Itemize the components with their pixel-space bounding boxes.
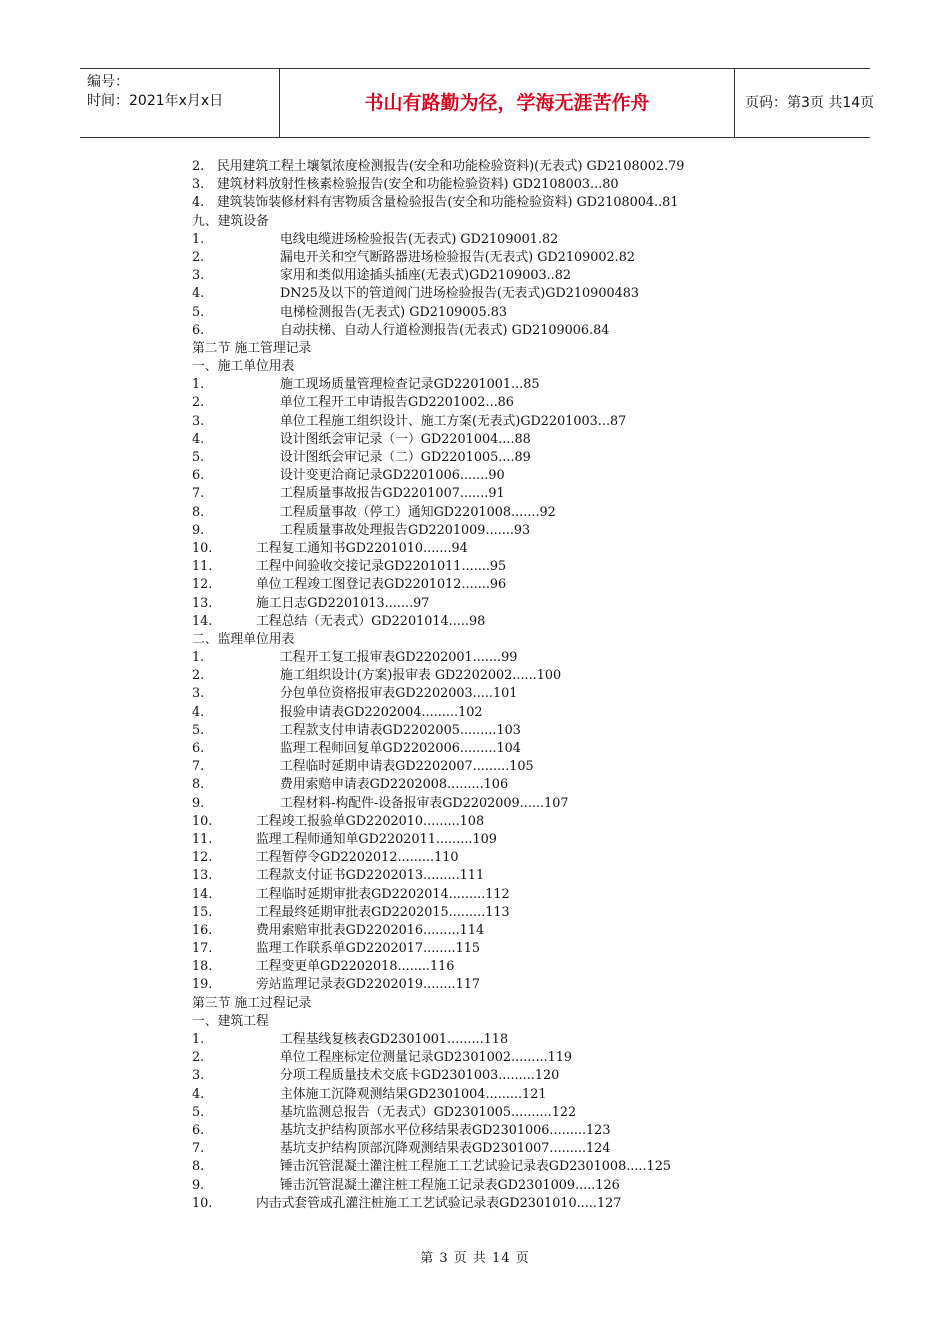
toc-entry bbox=[192, 722, 812, 740]
toc-entry bbox=[192, 1049, 812, 1067]
toc-entry-text: 工程质量事故报告GD2201007.......91 bbox=[280, 486, 505, 502]
toc-entry-text: 工程暂停令GD2202012.........110 bbox=[256, 850, 459, 866]
toc-entry bbox=[192, 285, 812, 303]
toc-entry-number: 18. bbox=[192, 959, 213, 975]
toc-entry-number: 3. bbox=[192, 1068, 205, 1084]
toc-entry-number: 6. bbox=[192, 1122, 205, 1138]
toc-entry-text: 单位工程施工组织设计、施工方案(无表式)GD2201003...87 bbox=[280, 413, 627, 429]
code-label: 编号： bbox=[87, 74, 129, 90]
toc-entry-number: 8. bbox=[192, 504, 205, 520]
toc-entry-number: 14. bbox=[192, 613, 213, 629]
toc-entry bbox=[192, 922, 812, 940]
toc-entry-text: 工程临时延期审批表GD2202014.........112 bbox=[256, 886, 510, 902]
toc-entry-number: 11. bbox=[192, 559, 213, 575]
toc-entry-number: 4. bbox=[192, 431, 205, 447]
toc-entry-number: 5. bbox=[192, 304, 205, 320]
toc-entry-number: 8. bbox=[192, 1159, 205, 1175]
toc-entry-text: 施工日志GD2201013.......97 bbox=[256, 595, 430, 611]
toc-entry bbox=[192, 613, 812, 631]
toc-entry-text: 工程临时延期申请表GD2202007.........105 bbox=[280, 759, 534, 775]
toc-entry-text: 工程开工复工报审表GD2202001.......99 bbox=[280, 650, 518, 666]
toc-entry-number: 10. bbox=[192, 813, 213, 829]
toc-entry bbox=[192, 1177, 812, 1195]
toc-entry-text: 内击式套管成孔灌注桩施工工艺试验记录表GD2301010.....127 bbox=[256, 1195, 622, 1211]
toc-entry bbox=[192, 522, 812, 540]
toc-entry bbox=[192, 758, 812, 776]
toc-entry bbox=[192, 1104, 812, 1122]
toc-entry bbox=[192, 904, 812, 922]
toc-entry-text: 工程最终延期审批表GD2202015.........113 bbox=[256, 904, 510, 920]
toc-entry-number: 4. bbox=[192, 195, 205, 211]
toc-entry-text: 锤击沉管混凝土灌注桩工程施工工艺试验记录表GD2301008.....125 bbox=[280, 1159, 671, 1175]
toc-entry bbox=[192, 1031, 812, 1049]
toc-entry bbox=[192, 704, 812, 722]
toc-entry bbox=[192, 158, 812, 176]
toc-entry-number: 9. bbox=[192, 795, 205, 811]
toc-heading-text: 一、建筑工程 bbox=[192, 1013, 269, 1029]
toc-entry-text: 单位工程座标定位测量记录GD2301002.........119 bbox=[280, 1050, 573, 1066]
toc-heading-text: 一、施工单位用表 bbox=[192, 359, 295, 375]
toc-entry bbox=[192, 540, 812, 558]
toc-entry bbox=[192, 413, 812, 431]
toc-entry-text: 费用索赔审批表GD2202016.........114 bbox=[256, 922, 485, 938]
toc-entry bbox=[192, 867, 812, 885]
toc-entry-number: 1. bbox=[192, 1032, 205, 1047]
toc-entry-number: 7. bbox=[192, 1141, 205, 1157]
toc-entry bbox=[192, 176, 812, 194]
toc-entry bbox=[192, 322, 812, 340]
toc-entry-number: 1. bbox=[192, 377, 205, 393]
toc-entry-number: 3. bbox=[192, 177, 205, 193]
toc-entry-number: 15. bbox=[192, 904, 213, 920]
toc-heading bbox=[192, 1013, 812, 1031]
toc-entry-text: 单位工程开工申请报告GD2201002...86 bbox=[280, 395, 514, 411]
toc-entry-number: 12. bbox=[192, 577, 213, 593]
toc-entry-text: 设计变更洽商记录GD2201006.......90 bbox=[280, 468, 505, 484]
toc-entry bbox=[192, 667, 812, 685]
toc-entry-text: 电梯检测报告(无表式) GD2109005.83 bbox=[280, 304, 508, 320]
toc-entry bbox=[192, 595, 812, 613]
toc-entry-text: 工程复工通知书GD2201010.......94 bbox=[256, 540, 468, 556]
toc-entry bbox=[192, 776, 812, 794]
toc-entry-number: 1. bbox=[192, 650, 205, 666]
toc-entry-number: 1. bbox=[192, 231, 205, 247]
toc-entry bbox=[192, 249, 812, 267]
toc-entry-number: 3. bbox=[192, 413, 205, 429]
toc-entry bbox=[192, 485, 812, 503]
toc-heading-text: 第三节 施工过程记录 bbox=[192, 995, 312, 1011]
toc-entry-number: 2. bbox=[192, 1050, 205, 1066]
toc-entry-text: 工程款支付申请表GD2202005.........103 bbox=[280, 722, 521, 738]
toc-entry bbox=[192, 685, 812, 703]
toc-entry-number: 7. bbox=[192, 759, 205, 775]
toc-entry bbox=[192, 831, 812, 849]
time-label: 时间：2021年x月x日 bbox=[87, 93, 224, 109]
toc-entry-number: 9. bbox=[192, 522, 205, 538]
toc-entry-number: 3. bbox=[192, 686, 205, 702]
toc-entry bbox=[192, 304, 812, 322]
toc-entry-number: 2. bbox=[192, 668, 205, 684]
toc-heading bbox=[192, 358, 812, 376]
header-page-label: 页码：第3页 共14页 bbox=[745, 95, 875, 111]
toc-entry bbox=[192, 849, 812, 867]
toc-entry bbox=[192, 194, 812, 212]
toc-entry-number: 4. bbox=[192, 286, 205, 302]
toc-entry-text: 监理工程师回复单GD2202006.........104 bbox=[280, 741, 521, 756]
toc-entry bbox=[192, 740, 812, 758]
page-footer: 第 3 页 共 14 页 bbox=[420, 1251, 530, 1266]
toc-entry bbox=[192, 449, 812, 467]
toc-entry-text: 基坑监测总报告（无表式）GD2301005..........122 bbox=[280, 1104, 577, 1120]
toc-entry bbox=[192, 1086, 812, 1104]
toc-heading bbox=[192, 213, 812, 231]
toc-entry bbox=[192, 976, 812, 994]
toc-entry-number: 2. bbox=[192, 249, 205, 265]
toc-heading bbox=[192, 631, 812, 649]
toc-entry-text: DN25及以下的管道阀门进场检验报告(无表式)GD210900483 bbox=[280, 286, 640, 302]
toc-entry bbox=[192, 576, 812, 594]
toc-entry-text: 旁站监理记录表GD2202019........117 bbox=[256, 977, 481, 993]
toc-entry bbox=[192, 1140, 812, 1158]
toc-entry-number: 6. bbox=[192, 322, 205, 338]
toc-entry-text: 工程质量事故处理报告GD2201009.......93 bbox=[280, 522, 531, 538]
toc-entry-text: 工程变更单GD2202018........116 bbox=[256, 959, 455, 975]
toc-entry-text: 主体施工沉降观测结果GD2301004.........121 bbox=[280, 1086, 547, 1102]
toc-entry bbox=[192, 267, 812, 285]
toc-entry-text: 分项工程质量技术交底卡GD2301003.........120 bbox=[280, 1068, 560, 1084]
toc-entry-number: 14. bbox=[192, 886, 213, 902]
toc-entry-text: 工程基线复核表GD2301001.........118 bbox=[280, 1032, 509, 1047]
toc-entry-text: 费用索赔申请表GD2202008.........106 bbox=[280, 777, 509, 793]
toc-entry-number: 13. bbox=[192, 868, 213, 884]
toc-entry-text: 锤击沉管混凝土灌注桩工程施工记录表GD2301009.....126 bbox=[280, 1177, 620, 1193]
toc-entry bbox=[192, 467, 812, 485]
header-meta bbox=[80, 69, 280, 137]
toc-entry-text: 报验申请表GD2202004.........102 bbox=[280, 704, 483, 720]
toc-entry-text: 基坑支护结构顶部水平位移结果表GD2301006.........123 bbox=[280, 1122, 611, 1138]
toc-entry-number: 12. bbox=[192, 850, 213, 866]
toc-entry bbox=[192, 813, 812, 831]
toc-entry-number: 19. bbox=[192, 977, 213, 993]
toc-entry-text: 施工组织设计(方案)报审表 GD2202002......100 bbox=[280, 668, 562, 684]
toc-entry-number: 11. bbox=[192, 831, 213, 847]
toc-entry-text: 监理工程师通知单GD2202011.........109 bbox=[256, 831, 497, 847]
toc-entry-number: 2. bbox=[192, 395, 205, 411]
toc-entry-text: 工程款支付证书GD2202013.........111 bbox=[256, 868, 485, 884]
toc-heading bbox=[192, 340, 812, 358]
toc-entry bbox=[192, 1195, 812, 1213]
toc-entry-number: 4. bbox=[192, 1086, 205, 1102]
toc-entry bbox=[192, 958, 812, 976]
toc-entry-text: 工程中间验收交接记录GD2201011.......95 bbox=[256, 559, 507, 575]
toc-entry bbox=[192, 1122, 812, 1140]
toc-list bbox=[192, 158, 812, 1213]
toc-entry bbox=[192, 1067, 812, 1085]
toc-entry-number: 17. bbox=[192, 941, 213, 957]
header-motto: 书山有路勤为径，学海无涯苦作舟 bbox=[280, 69, 735, 137]
toc-entry bbox=[192, 504, 812, 522]
toc-entry bbox=[192, 231, 812, 249]
toc-entry-text: 工程材料-构配件-设备报审表GD2202009......107 bbox=[280, 795, 569, 811]
toc-entry-text: 基坑支护结构顶部沉降观测结果表GD2301007.........124 bbox=[280, 1141, 611, 1157]
toc-entry-text: 设计图纸会审记录（一）GD2201004....88 bbox=[280, 431, 531, 447]
toc-entry bbox=[192, 795, 812, 813]
toc-entry-text: 工程总结（无表式）GD2201014.....98 bbox=[256, 613, 486, 629]
toc-entry-text: 建筑装饰装修材料有害物质含量检验报告(安全和功能检验资料) GD2108004..81 bbox=[217, 195, 679, 211]
toc-heading-text: 第二节 施工管理记录 bbox=[192, 340, 312, 356]
toc-entry-text: 建筑材料放射性核素检验报告(安全和功能检验资料) GD2108003...80 bbox=[217, 177, 619, 193]
toc-entry-text: 自动扶梯、自动人行道检测报告(无表式) GD2109006.84 bbox=[280, 322, 610, 338]
toc-entry-text: 分包单位资格报审表GD2202003.....101 bbox=[280, 686, 518, 702]
toc-entry bbox=[192, 1158, 812, 1176]
toc-entry-number: 16. bbox=[192, 922, 213, 938]
toc-entry-number: 10. bbox=[192, 540, 213, 556]
toc-entry-number: 3. bbox=[192, 268, 205, 284]
toc-entry-text: 电线电缆进场检验报告(无表式) GD2109001.82 bbox=[280, 231, 559, 247]
toc-entry-number: 6. bbox=[192, 741, 205, 756]
toc-entry bbox=[192, 886, 812, 904]
toc-entry-number: 8. bbox=[192, 777, 205, 793]
toc-entry bbox=[192, 431, 812, 449]
toc-entry-number: 4. bbox=[192, 704, 205, 720]
toc-entry-number: 2. bbox=[192, 159, 205, 174]
toc-heading bbox=[192, 995, 812, 1013]
toc-entry-number: 13. bbox=[192, 595, 213, 611]
toc-entry bbox=[192, 376, 812, 394]
page-header bbox=[80, 68, 875, 138]
toc-heading-text: 九、建筑设备 bbox=[192, 213, 269, 229]
toc-entry-text: 工程质量事故（停工）通知GD2201008.......92 bbox=[280, 504, 556, 520]
toc-entry-number: 9. bbox=[192, 1177, 205, 1193]
toc-entry-number: 5. bbox=[192, 1104, 205, 1120]
toc-entry-number: 5. bbox=[192, 722, 205, 738]
toc-entry-text: 单位工程竣工图登记表GD2201012.......96 bbox=[256, 577, 507, 593]
toc-entry-text: 家用和类似用途插头插座(无表式)GD2109003..82 bbox=[280, 268, 572, 284]
toc-entry-number: 6. bbox=[192, 468, 205, 484]
toc-entry-text: 设计图纸会审记录（二）GD2201005....89 bbox=[280, 450, 531, 465]
toc-entry-number: 7. bbox=[192, 486, 205, 502]
toc-entry-text: 漏电开关和空气断路器进场检验报告(无表式) GD2109002.82 bbox=[280, 249, 636, 265]
toc-entry-text: 工程竣工报验单GD2202010.........108 bbox=[256, 813, 485, 829]
toc-entry-number: 10. bbox=[192, 1195, 213, 1211]
toc-entry bbox=[192, 649, 812, 667]
toc-entry bbox=[192, 558, 812, 576]
toc-heading-text: 二、监理单位用表 bbox=[192, 631, 295, 647]
toc-entry bbox=[192, 940, 812, 958]
toc-entry-text: 施工现场质量管理检查记录GD2201001...85 bbox=[280, 377, 540, 393]
toc-entry-text: 监理工作联系单GD2202017........115 bbox=[256, 941, 481, 957]
toc-entry bbox=[192, 394, 812, 412]
toc-entry-text: 民用建筑工程土壤氡浓度检测报告(安全和功能检验资料)(无表式) GD2108002.79 bbox=[217, 159, 685, 174]
toc-entry-number: 5. bbox=[192, 450, 205, 465]
